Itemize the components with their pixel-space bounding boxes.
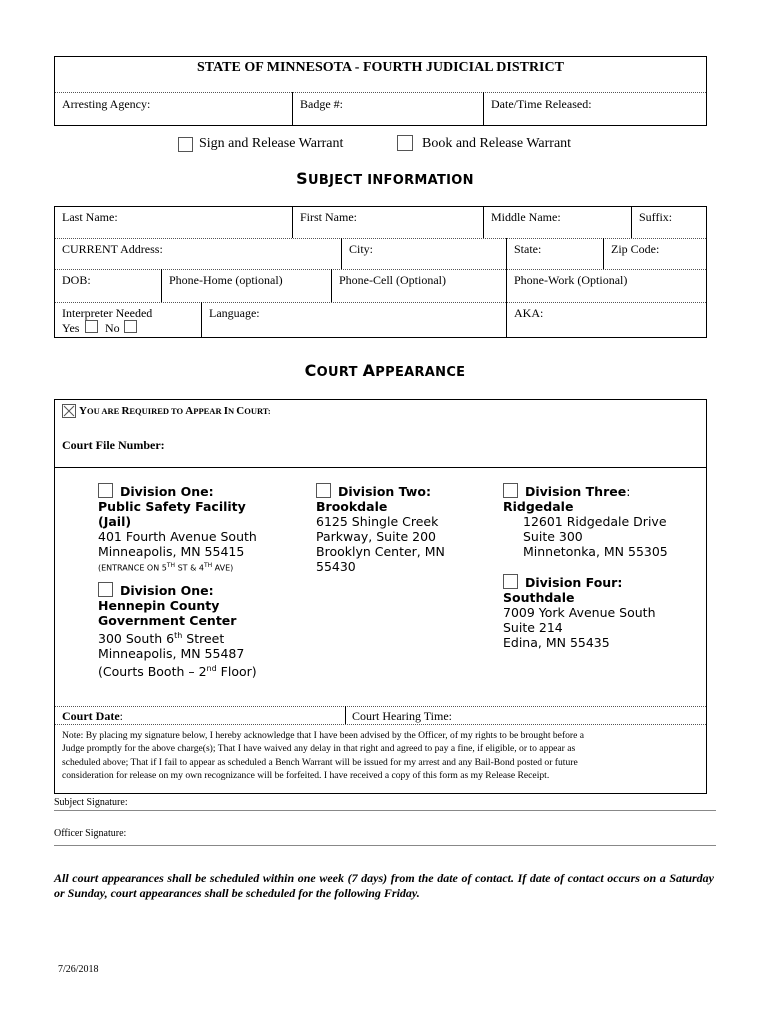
text-run: AVE): [212, 563, 234, 573]
note-line: scheduled above; That if I fail to appear as scheduled a Bench Warrant will be issued for my arrest and any Bail-Bond posted or future: [62, 756, 578, 768]
text-run: Street: [182, 631, 225, 647]
divider: [506, 302, 507, 338]
text-run: th: [174, 631, 183, 640]
divider: [603, 238, 604, 269]
officer-signature-label: Officer Signature:: [54, 828, 127, 839]
checkmark-x-icon: [63, 405, 75, 417]
divider: [55, 706, 706, 707]
badge-field[interactable]: Badge #:: [300, 97, 343, 111]
court-hearing-time-field[interactable]: Court Hearing Time:: [352, 709, 453, 723]
title-rest: OURT: [316, 365, 363, 380]
last-name-field[interactable]: Last Name:: [62, 210, 118, 224]
text-run: PPEAR: [193, 406, 224, 416]
division-line: Suite 300: [523, 529, 583, 544]
officer-signature-line[interactable]: [54, 845, 716, 846]
division-line: 6125 Shingle Creek: [316, 514, 439, 529]
division-line: 401 Fourth Avenue South: [98, 529, 257, 544]
phone-home-field[interactable]: Phone-Home (optional): [169, 273, 283, 287]
form-date: 7/26/2018: [58, 964, 99, 975]
divider: [506, 269, 507, 302]
arresting-agency-field[interactable]: Arresting Agency:: [62, 97, 151, 111]
divider: [506, 238, 507, 269]
text-run: ST & 4: [175, 563, 204, 573]
text-run: OURT:: [244, 406, 271, 416]
division-line: 55430: [316, 559, 356, 574]
division-line: Parkway, Suite 200: [316, 529, 436, 544]
subject-signature-line[interactable]: [54, 810, 716, 811]
required-appear-label: [79, 405, 271, 417]
page-title: STATE OF MINNESOTA - FOURTH JUDICIAL DISTRICT: [197, 60, 564, 75]
divider: [483, 206, 484, 238]
first-name-field[interactable]: First Name:: [300, 210, 357, 224]
text-run: TH: [203, 562, 213, 569]
division-head: Division One:: [120, 484, 214, 499]
title-initial: A: [362, 361, 376, 380]
division-line: Public Safety Facility: [98, 499, 246, 514]
divider: [631, 206, 632, 238]
title-initial: C: [304, 361, 317, 380]
text-run: TH: [166, 562, 176, 569]
divider: [201, 302, 202, 338]
division-line: [98, 661, 257, 679]
text-run: :: [626, 484, 631, 499]
division-one-gov-center-block: [98, 583, 257, 679]
division-four-block: [503, 575, 656, 650]
text-run: I: [223, 405, 228, 417]
interpreter-label: Interpreter Needed: [62, 306, 153, 320]
language-field[interactable]: Language:: [209, 306, 260, 320]
text-run: 300 South 6: [98, 631, 175, 647]
middle-name-field[interactable]: Middle Name:: [491, 210, 561, 224]
text-run: OU ARE: [86, 406, 122, 416]
divider: [55, 724, 706, 725]
required-appear-checkbox[interactable]: [62, 404, 76, 418]
text-run: nd: [206, 664, 217, 674]
text-run: EQUIRED TO: [129, 406, 186, 416]
division-line: [98, 628, 257, 646]
dob-field[interactable]: DOB:: [62, 273, 91, 287]
division-line: Hennepin County: [98, 598, 220, 613]
court-date-field[interactable]: [62, 709, 123, 724]
text-run: R: [121, 405, 130, 417]
divider: [483, 92, 484, 126]
note-line: Note: By placing my signature below, I hereby acknowledge that I have been advised by the Officer, of my rights to be brought before a: [62, 730, 585, 741]
subject-signature-label: Subject Signature:: [54, 797, 128, 808]
interpreter-no-label: No: [105, 321, 120, 335]
divider: [345, 706, 346, 724]
interpreter-yes-checkbox[interactable]: [85, 320, 98, 333]
divider: [55, 467, 706, 468]
subject-section-title: [0, 169, 770, 188]
text-run: Floor): [216, 664, 257, 680]
division-line: Minneapolis, MN 55415: [98, 544, 245, 559]
note-line: consideration for release on my own recognizance will be forfeited. I have received a copy of this form as my Release Receipt.: [62, 770, 550, 782]
scheduling-note: All court appearances shall be scheduled within one week (7 days) from the date of contact. If date of contact occurs on a Saturday or Sunday, court appearances shall be scheduled for the following Friday.: [54, 871, 714, 900]
phone-cell-field[interactable]: Phone-Cell (Optional): [339, 273, 446, 287]
division-line: (Jail): [98, 514, 132, 529]
zip-code-field[interactable]: Zip Code:: [611, 242, 660, 256]
division-head: Division One:: [120, 583, 214, 598]
division-line: Minneapolis, MN 55487: [98, 646, 245, 662]
text-run: (Courts Booth – 2: [98, 664, 207, 680]
division-head: Division Four:: [525, 575, 623, 590]
division-line: 7009 York Avenue South: [503, 605, 656, 620]
interpreter-yes-label: Yes: [62, 321, 80, 335]
book-release-checkbox[interactable]: [397, 135, 413, 151]
text-run: Division Three: [525, 484, 627, 499]
divider: [161, 269, 162, 302]
division-line: Brookdale: [316, 499, 388, 514]
division-line: Edina, MN 55435: [503, 635, 610, 650]
division-one-jail-block: [98, 484, 257, 575]
date-time-released-field[interactable]: Date/Time Released:: [491, 97, 592, 111]
state-field[interactable]: State:: [514, 242, 542, 256]
division-line: Suite 214: [503, 620, 563, 635]
court-section-title: [0, 361, 770, 380]
entrance-note: [98, 559, 257, 575]
sign-release-checkbox[interactable]: [178, 137, 193, 152]
text-run: A: [185, 405, 194, 417]
division-line: Ridgedale: [503, 499, 574, 514]
suffix-field[interactable]: Suffix:: [639, 210, 673, 224]
note-line: Judge promptly for the above charge(s); That I have waived any delay in that right and agreed to pay a fine, if eligible, or to appear as: [62, 743, 576, 755]
text-run: (ENTRANCE ON 5: [98, 563, 167, 573]
divider: [292, 92, 293, 126]
text-run: :: [119, 709, 123, 723]
division-line: Brooklyn Center, MN: [316, 544, 445, 559]
current-address-field[interactable]: CURRENT Address:: [62, 242, 163, 256]
division-line: Minnetonka, MN 55305: [523, 544, 668, 559]
acknowledgement-note: [62, 729, 702, 783]
divider: [55, 302, 706, 303]
division-head: Division Two:: [338, 484, 431, 499]
sign-release-label: Sign and Release Warrant: [199, 136, 344, 151]
division-head: [503, 484, 668, 499]
court-file-number-field[interactable]: Court File Number:: [62, 438, 165, 452]
title-rest: PPEARANCE: [375, 365, 466, 380]
header-divider: [55, 92, 706, 93]
division-three-block: [503, 484, 668, 559]
text-run: Court Date: [62, 709, 120, 723]
text-run: N: [228, 406, 237, 416]
text-run: C: [236, 405, 245, 417]
title-rest: UBJECT INFORMATION: [308, 173, 474, 188]
interpreter-no-checkbox[interactable]: [124, 320, 137, 333]
book-release-label: Book and Release Warrant: [422, 136, 572, 151]
city-field[interactable]: City:: [349, 242, 374, 256]
division-line: 12601 Ridgedale Drive: [523, 514, 667, 529]
text-run: Y: [79, 405, 87, 417]
division-line: Southdale: [503, 590, 575, 605]
divider: [292, 206, 293, 238]
division-line: Government Center: [98, 613, 237, 628]
title-initial: S: [296, 169, 308, 188]
divider: [331, 269, 332, 302]
divider: [341, 238, 342, 269]
phone-work-field[interactable]: Phone-Work (Optional): [514, 273, 628, 287]
divider: [55, 269, 706, 270]
division-two-block: [316, 484, 445, 574]
divider: [55, 238, 706, 239]
aka-field[interactable]: AKA:: [514, 306, 544, 320]
